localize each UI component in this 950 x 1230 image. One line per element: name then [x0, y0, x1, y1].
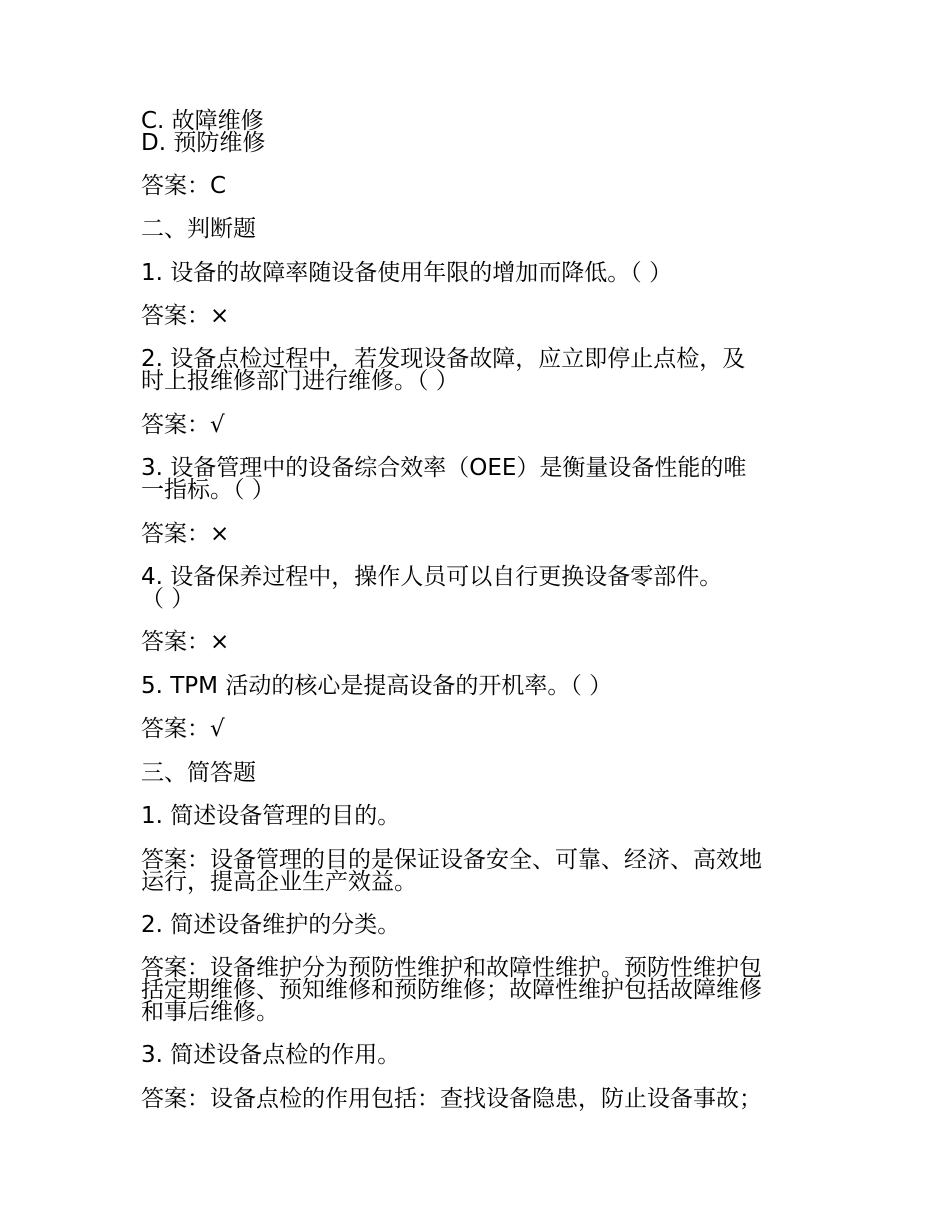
judgement-question-5 [141, 675, 831, 697]
answer-line: 答案：设备管理的目的是保证设备安全、可靠、经济、高效地 [141, 847, 762, 873]
short-question-3: 3. 简述设备点检的作用。 [141, 1042, 401, 1068]
judgement-answer-3: 答案：× [141, 521, 230, 547]
question-line: 5. TPM 活动的核心是提高设备的开机率。（ ） [141, 673, 613, 699]
short-answer-2 [141, 957, 831, 1023]
question-line: 1. 设备的故障率随设备使用年限的增加而降低。（ ） [141, 260, 673, 286]
question-line: 2. 设备点检过程中，若发现设备故障，应立即停止点检，及 [141, 346, 746, 372]
judgement-answer-2: 答案：√ [141, 412, 225, 438]
section-title-short-answer: 三、简答题 [141, 760, 256, 786]
mc-answer: 答案：C [141, 173, 227, 199]
section-title-judgement: 二、判断题 [141, 216, 256, 242]
judgement-answer-1: 答案：× [141, 303, 230, 329]
option-list [141, 110, 831, 154]
answer-line: 答案：设备点检的作用包括：查找设备隐患，防止设备事故； [141, 1086, 762, 1112]
short-answer-1 [141, 849, 831, 893]
question-line: 3. 设备管理中的设备综合效率（OEE）是衡量设备性能的唯 [141, 455, 747, 481]
question-line: （ ） [141, 586, 195, 612]
option-c: C. 故障维修 [141, 108, 264, 134]
judgement-question-2 [141, 348, 831, 392]
question-line: 4. 设备保养过程中，操作人员可以自行更换设备零部件。 [141, 564, 723, 590]
answer-line: 答案：设备维护分为预防性维护和故障性维护。预防性维护包 [141, 955, 762, 981]
short-question-2: 2. 简述设备维护的分类。 [141, 912, 401, 938]
judgement-question-1 [141, 262, 831, 284]
answer-line: 和事后维修。 [141, 999, 279, 1025]
short-question-1: 1. 简述设备管理的目的。 [141, 803, 401, 829]
question-line: 时上报维修部门进行维修。（ ） [141, 368, 459, 394]
answer-line: 括定期维修、预知维修和预防维修；故障性维护包括故障维修 [141, 977, 762, 1003]
answer-line: 运行，提高企业生产效益。 [141, 869, 417, 895]
option-d: D. 预防维修 [141, 130, 266, 156]
judgement-answer-5: 答案：√ [141, 716, 225, 742]
short-answer-3 [141, 1088, 831, 1110]
judgement-question-4 [141, 566, 831, 610]
judgement-question-3 [141, 457, 831, 501]
judgement-answer-4: 答案：× [141, 629, 230, 655]
question-line: 一指标。（ ） [141, 477, 275, 503]
